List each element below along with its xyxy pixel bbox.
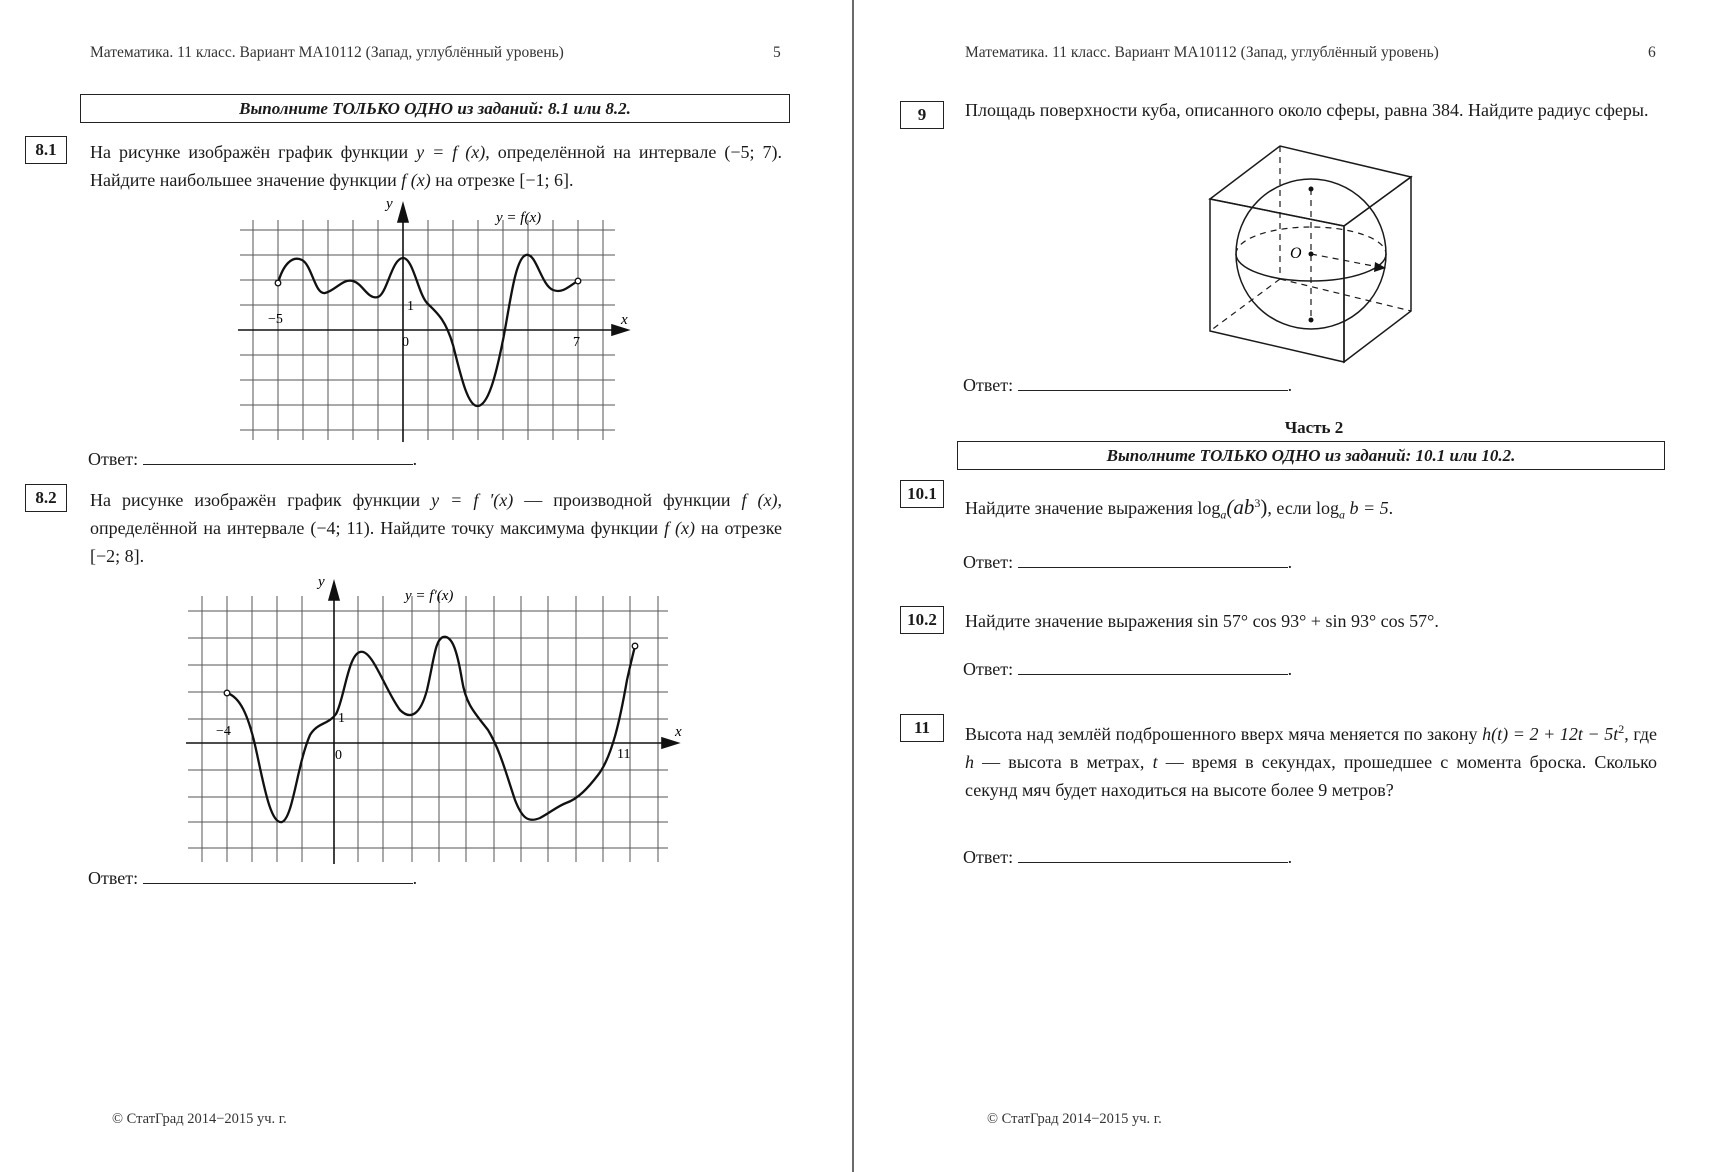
- task-number-8-1: 8.1: [25, 136, 67, 164]
- task-8-2-text: На рисунке изображён график функции y = f ′(x) — производной функции f (x), определённой на интервале (−4; 11). Найдите точку максимума функции f (x) на отрезке [−2; 8].: [90, 490, 783, 566]
- graph-fp-y-label: y: [318, 574, 325, 590]
- cube-hidden-edge-diag: [1210, 279, 1280, 331]
- graph-f-prime-x: [0, 0, 852, 1172]
- task-number-10-2: 10.2: [900, 606, 944, 634]
- answer-9-field[interactable]: [1018, 374, 1288, 391]
- center-label: O: [1290, 245, 1302, 262]
- tick-minus4: −4: [216, 724, 231, 739]
- answer-10-1: Ответ: .: [963, 552, 1293, 572]
- page-footer: © СтатГрад 2014−2015 уч. г.: [112, 1111, 287, 1127]
- graph-f-y-label: y: [386, 196, 393, 212]
- answer-8-1: Ответ: .: [88, 449, 418, 469]
- sphere-radius: [1311, 254, 1384, 268]
- part-title: Часть 2: [1284, 418, 1344, 437]
- task-number-9: 9: [900, 101, 944, 129]
- page-divider: [852, 0, 854, 1172]
- task-number-8-2: 8.2: [25, 484, 67, 512]
- instruction-box: Выполните ТОЛЬКО ОДНО из заданий: 8.1 или 8.2.: [80, 94, 790, 123]
- open-endpoint-left-2: [224, 690, 230, 696]
- page-number-right: 6: [1648, 44, 1656, 61]
- tick-seven: 7: [573, 335, 580, 350]
- task-11-text: Высота над землёй подброшенного вверх мяча меняется по закону $h(t) = 2 + 12t - 5t^2$, где h — высота в метрах, t — время в секундах, прошедшее с момента броска. Сколько секунд мяч будет находиться на высоте более 9 метров?: [965, 722, 1657, 800]
- tick-zero: 0: [402, 335, 409, 350]
- task-10-1-text: Найдите значение выражения $\log_a(ab^3)$, если $\log_a b = 5$.: [965, 495, 1394, 522]
- task-9-text: Площадь поверхности куба, описанного около сферы, равна 384. Найдите радиус сферы.: [965, 100, 1649, 120]
- answer-11: Ответ: .: [963, 847, 1293, 867]
- tick-zero-2: 0: [335, 748, 342, 763]
- task-number-11: 11: [900, 714, 944, 742]
- task-10-2-text: Найдите значение выражения sin 57° cos 93° + sin 93° cos 57°.: [965, 611, 1439, 631]
- cube-sphere-figure: [856, 0, 1714, 1172]
- sphere-center-point: [1309, 252, 1314, 257]
- answer-8-2-field[interactable]: [143, 867, 413, 884]
- sphere-top-point: [1309, 187, 1314, 192]
- cube-hidden-edge-back: [1280, 279, 1411, 311]
- sphere-bottom-point: [1309, 318, 1314, 323]
- tick-one: 1: [407, 299, 414, 314]
- tick-eleven: 11: [617, 747, 631, 762]
- tick-minus5: −5: [268, 312, 283, 327]
- answer-10-2-field[interactable]: [1018, 658, 1288, 675]
- graph-fp-x-label: x: [675, 724, 682, 740]
- task-8-1-text: На рисунке изображён график функции y = f (x), определённой на интервале (−5; 7). Найдите наибольшее значение функции f (x) на отрезке [−1; 6].: [90, 142, 782, 190]
- answer-8-2: Ответ: .: [88, 868, 418, 888]
- y-axis-arrow-2: [329, 582, 339, 600]
- page-right: [856, 0, 1714, 1172]
- open-endpoint-right-2: [632, 643, 638, 649]
- answer-10-2: Ответ: .: [963, 659, 1293, 679]
- graph-fp-caption: y = f′(x): [405, 588, 454, 604]
- task-number-10-1: 10.1: [900, 480, 944, 508]
- page-number: 5: [773, 44, 781, 61]
- answer-9: Ответ: .: [963, 375, 1293, 395]
- page-left: [0, 0, 852, 1172]
- page-header-right: Математика. 11 класс. Вариант МА10112 (Запад, углублённый уровень): [965, 44, 1439, 61]
- answer-11-field[interactable]: [1018, 846, 1288, 863]
- tick-one-2: 1: [338, 711, 345, 726]
- graph-f-x-label: x: [621, 312, 628, 328]
- page-footer-right: © СтатГрад 2014−2015 уч. г.: [987, 1111, 1162, 1127]
- graph-f-caption: y = f(x): [496, 210, 542, 226]
- instruction-box-right: Выполните ТОЛЬКО ОДНО из заданий: 10.1 или 10.2.: [957, 441, 1665, 470]
- page-header: Математика. 11 класс. Вариант МА10112 (Запад, углублённый уровень): [90, 44, 564, 61]
- answer-10-1-field[interactable]: [1018, 551, 1288, 568]
